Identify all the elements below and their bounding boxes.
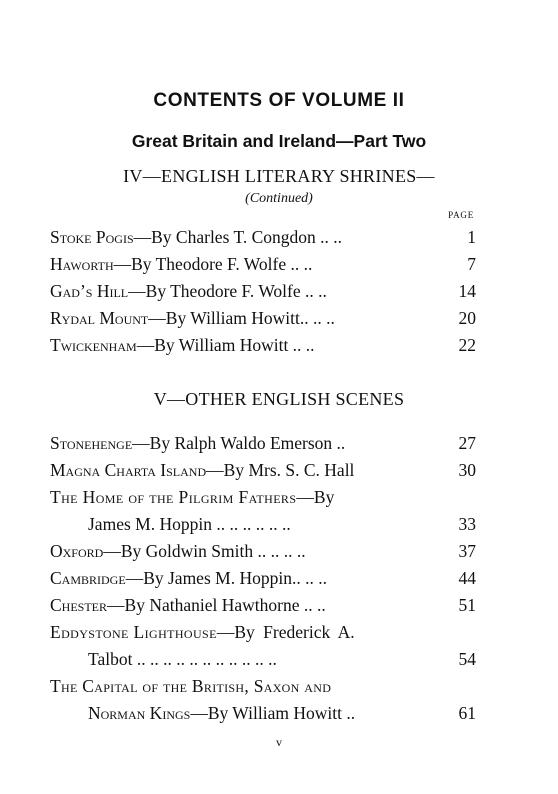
entry-author: Talbot .. .. .. .. .. .. .. .. .. .. .. [88,649,277,669]
toc-entry [50,565,476,591]
entry-author: —By Goldwin Smith .. .. .. .. [103,541,306,561]
toc-entry [50,332,476,358]
entry-author: —By [296,487,335,507]
section-heading-v: V—OTHER ENGLISH SCENES [153,389,405,409]
entry-author: —By Nathaniel Hawthorne .. .. [107,595,326,615]
entry-page-number: 33 [458,514,476,534]
entry-place: The Home of the Pilgrim Fathers [50,487,297,507]
toc-entry [50,251,476,277]
volume-subtitle: Great Britain and Ireland—Part Two [131,131,427,151]
entry-author: James M. Hoppin .. .. .. .. .. .. [88,514,291,534]
toc-entry [50,511,476,537]
toc-entry [50,224,476,250]
entry-place: Eddystone Lighthouse [50,622,217,642]
continued-note: (Continued) [245,191,313,206]
entry-page-number: 61 [458,703,476,723]
toc-entry [50,700,476,726]
entry-page-number: 7 [467,254,476,274]
page-folio: v [276,735,282,749]
entry-place: Rydal Mount [50,308,149,328]
entry-author: —By James M. Hoppin.. .. .. [125,568,327,588]
toc-entry [50,592,476,618]
entry-place: Magna Charta Island [50,460,207,480]
section-heading-iv: IV—ENGLISH LITERARY SHRINES— [123,166,435,186]
toc-entry [50,673,476,699]
entry-author: —By Ralph Waldo Emerson .. [132,433,346,453]
entry-author: —By Theodore F. Wolfe .. .. [128,281,327,301]
entry-page-number: 20 [458,308,476,328]
entry-place: Haworth [50,254,114,274]
entry-place: The Capital of the British, Saxon and [50,676,332,696]
entry-place: Gad’s Hill [50,281,129,301]
entry-page-number: 37 [458,541,476,561]
entry-author: —By Mrs. S. C. Hall [206,460,355,480]
entry-place: Chester [50,595,108,615]
entry-author: —By William Howitt.. .. .. [148,308,335,328]
entry-page-number: 22 [458,335,476,355]
toc-entry [50,457,476,483]
entry-page-number: 44 [458,568,476,588]
entry-page-number: 54 [458,649,476,669]
entry-author: —By Charles T. Congdon .. .. [133,227,343,247]
entry-place: Twickenham [50,335,137,355]
page-column-label: PAGE [448,210,474,220]
page-title: CONTENTS OF VOLUME II [153,90,405,111]
entry-place: Norman Kings [88,703,191,723]
entry-page-number: 30 [458,460,476,480]
entry-author: —By William Howitt .. .. [136,335,315,355]
entry-place: Stonehenge [50,433,133,453]
toc-entry [50,619,476,645]
toc-entry [50,305,476,331]
toc-entry [50,484,476,510]
entry-place: Cambridge [50,568,126,588]
entry-place: Oxford [50,541,104,561]
entry-place: Stoke Pogis [50,227,134,247]
entry-page-number: 51 [458,595,476,615]
entry-author: —By Frederick A. [216,622,355,642]
entry-author: —By Theodore F. Wolfe .. .. [113,254,313,274]
entry-page-number: 1 [467,227,476,247]
toc-entry [50,430,476,456]
entry-author: —By William Howitt .. [190,703,356,723]
toc-entry [50,278,476,304]
toc-entry [50,646,476,672]
toc-entry [50,538,476,564]
entry-page-number: 27 [458,433,476,453]
entry-page-number: 14 [458,281,476,301]
